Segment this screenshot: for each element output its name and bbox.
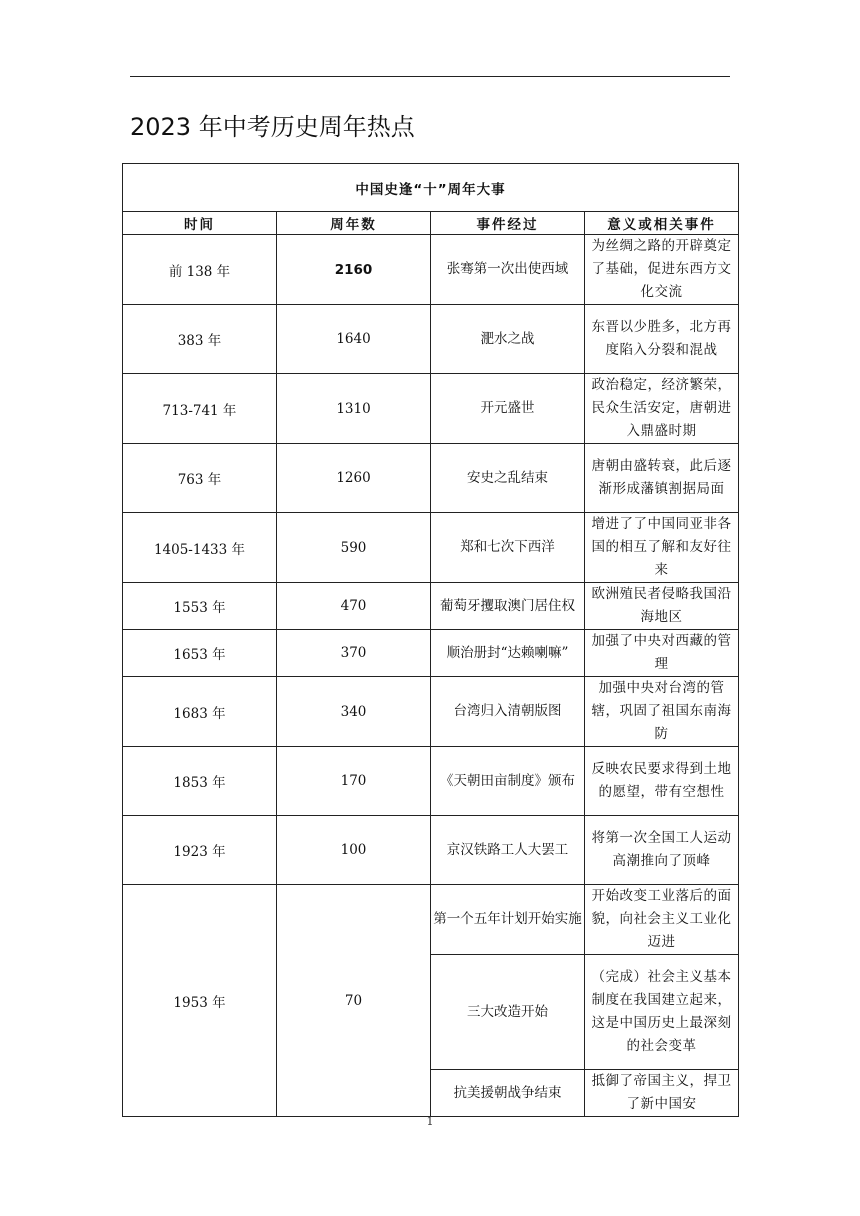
cell-time: 前 138 年: [123, 235, 277, 305]
table-row: [123, 630, 739, 677]
table-title-row: [123, 164, 739, 212]
cell-event: 葡萄牙攫取澳门居住权: [431, 583, 585, 630]
cell-years: 340: [277, 677, 431, 747]
history-table: [122, 163, 739, 1117]
cell-event: 郑和七次下西洋: [431, 513, 585, 583]
cell-time: 1405-1433 年: [123, 513, 277, 583]
table-row: [123, 305, 739, 374]
cell-time: 713-741 年: [123, 374, 277, 444]
cell-years: 100: [277, 816, 431, 885]
cell-time: 383 年: [123, 305, 277, 374]
cell-years: 470: [277, 583, 431, 630]
cell-event: 三大改造开始: [431, 955, 585, 1070]
cell-significance: 反映农民要求得到土地的愿望，带有空想性: [585, 747, 739, 816]
cell-years: 590: [277, 513, 431, 583]
cell-significance: 为丝绸之路的开辟奠定了基础，促进东西方文化交流: [585, 235, 739, 305]
cell-event: 淝水之战: [431, 305, 585, 374]
cell-event: 抗美援朝战争结束: [431, 1070, 585, 1117]
cell-significance: 东晋以少胜多，北方再度陷入分裂和混战: [585, 305, 739, 374]
page-number: 1: [426, 1115, 434, 1128]
header-time: 时间: [123, 212, 277, 235]
table-row: [123, 583, 739, 630]
header-significance: 意义或相关事件: [585, 212, 739, 235]
cell-event: 顺治册封“达赖喇嘛”: [431, 630, 585, 677]
cell-event: 开元盛世: [431, 374, 585, 444]
cell-event: 《天朝田亩制度》颁布: [431, 747, 585, 816]
cell-time: 763 年: [123, 444, 277, 513]
header-years: 周年数: [277, 212, 431, 235]
cell-significance: 唐朝由盛转衰，此后逐渐形成藩镇割据局面: [585, 444, 739, 513]
cell-significance: 欧洲殖民者侵略我国沿海地区: [585, 583, 739, 630]
document-title: 2023 年中考历史周年热点: [130, 113, 415, 141]
cell-significance: 开始改变工业落后的面貌，向社会主义工业化迈进: [585, 885, 739, 955]
cell-significance: 增进了了中国同亚非各国的相互了解和友好往来: [585, 513, 739, 583]
table-row: [123, 816, 739, 885]
table-row: [123, 235, 739, 305]
cell-years: 70: [277, 885, 431, 1117]
cell-time: 1553 年: [123, 583, 277, 630]
cell-time: 1953 年: [123, 885, 277, 1117]
cell-significance: 政治稳定，经济繁荣，民众生活安定，唐朝进入鼎盛时期: [585, 374, 739, 444]
cell-significance: 加强中央对台湾的管辖，巩固了祖国东南海防: [585, 677, 739, 747]
table-row: [123, 885, 739, 955]
header-rule: [130, 76, 730, 77]
cell-time: 1653 年: [123, 630, 277, 677]
cell-significance: 抵御了帝国主义，捍卫了新中国安: [585, 1070, 739, 1117]
cell-significance: 将第一次全国工人运动高潮推向了顶峰: [585, 816, 739, 885]
header-event: 事件经过: [431, 212, 585, 235]
table-row: [123, 747, 739, 816]
table-row: [123, 444, 739, 513]
cell-event: 第一个五年计划开始实施: [431, 885, 585, 955]
cell-years: 1640: [277, 305, 431, 374]
cell-significance: 加强了中央对西藏的管理: [585, 630, 739, 677]
table-header-row: [123, 212, 739, 235]
table-title: 中国史逢“十”周年大事: [123, 164, 739, 212]
cell-significance: （完成）社会主义基本制度在我国建立起来，这是中国历史上最深刻的社会变革: [585, 955, 739, 1070]
cell-time: 1923 年: [123, 816, 277, 885]
cell-event: 京汉铁路工人大罢工: [431, 816, 585, 885]
cell-years: 2160: [277, 235, 431, 305]
cell-event: 安史之乱结束: [431, 444, 585, 513]
cell-event: 张骞第一次出使西域: [431, 235, 585, 305]
cell-years: 170: [277, 747, 431, 816]
cell-years: 1260: [277, 444, 431, 513]
cell-event: 台湾归入清朝版图: [431, 677, 585, 747]
cell-years: 370: [277, 630, 431, 677]
cell-years: 1310: [277, 374, 431, 444]
table-row: [123, 513, 739, 583]
cell-time: 1853 年: [123, 747, 277, 816]
cell-time: 1683 年: [123, 677, 277, 747]
table-row: [123, 374, 739, 444]
table-row: [123, 677, 739, 747]
